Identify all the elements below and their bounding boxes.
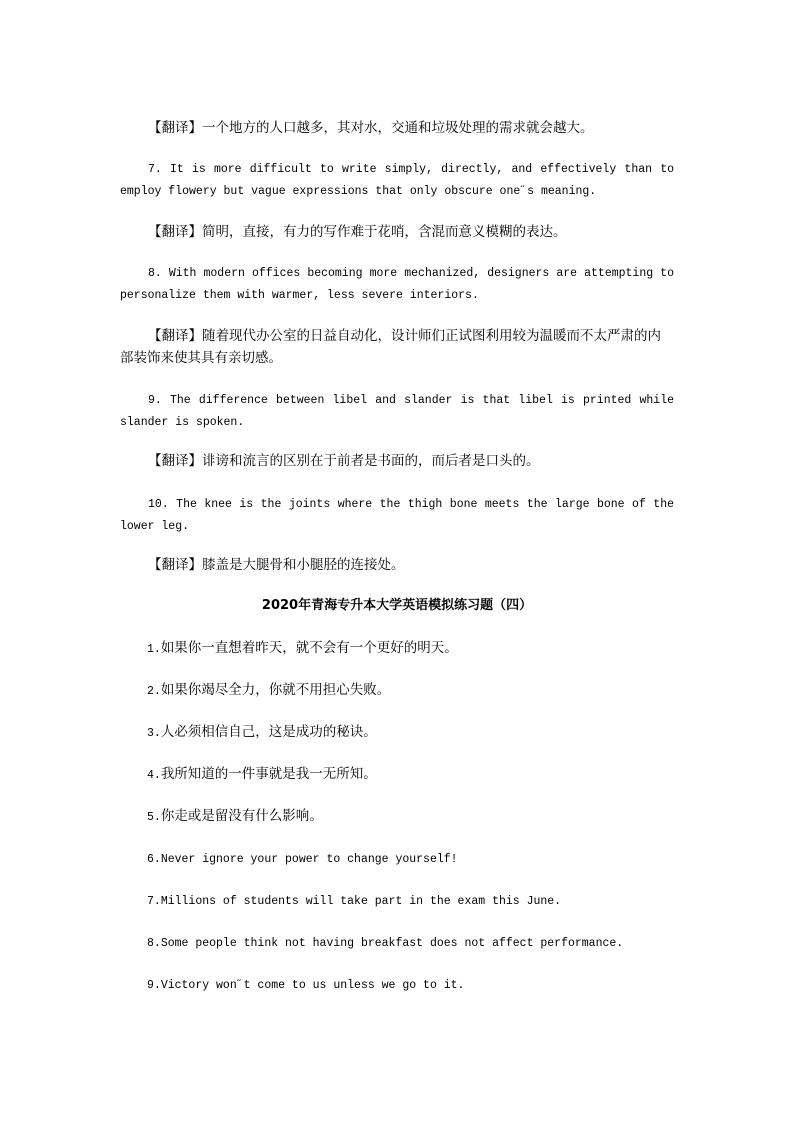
translation-text: 诽谤和流言的区别在于前者是书面的，而后者是口头的。 bbox=[202, 453, 540, 469]
section-title: 2020年青海专升本大学英语模拟练习题（四） bbox=[261, 598, 533, 613]
translation-label: 【翻译】 bbox=[148, 224, 202, 240]
english-sentence: 9. The difference between libel and slander is that libel is printed while slander is spoken. bbox=[120, 394, 674, 429]
question-item: 9.Victory won˝t come to us unless we go to it. bbox=[147, 979, 465, 992]
translation-paragraph bbox=[120, 221, 674, 243]
translation-paragraph bbox=[120, 554, 674, 576]
english-sentence: 8. With modern offices becoming more mechanized, designers are attempting to personalize them with warmer, less severe interiors. bbox=[120, 267, 674, 302]
translation-text: 随着现代办公室的日益自动化，设计师们正试图利用较为温暖而不太严肃的内部装饰来使其具有亲切感。 bbox=[120, 328, 661, 366]
translation-text: 膝盖是大腿骨和小腿胫的连接处。 bbox=[202, 557, 405, 573]
english-sentence: 7. It is more difficult to write simply, directly, and effectively than to employ flowery but vague expressions that only obscure one˝s meaning. bbox=[120, 163, 674, 198]
question-item: 5.你走或是留没有什么影响。 bbox=[147, 808, 323, 824]
translation-label: 【翻译】 bbox=[148, 453, 202, 469]
translation-text: 一个地方的人口越多，其对水，交通和垃圾处理的需求就会越大。 bbox=[202, 120, 594, 136]
translation-label: 【翻译】 bbox=[148, 120, 202, 136]
translation-text: 简明，直接，有力的写作难于花哨，含混而意义模糊的表达。 bbox=[202, 224, 567, 240]
translation-paragraph bbox=[120, 117, 674, 139]
question-item: 6.Never ignore your power to change yourself! bbox=[147, 853, 458, 866]
translation-paragraph bbox=[120, 325, 674, 369]
question-item: 4.我所知道的一件事就是我一无所知。 bbox=[147, 766, 377, 782]
translation-label: 【翻译】 bbox=[148, 328, 202, 344]
english-sentence: 10. The knee is the joints where the thigh bone meets the large bone of the lower leg. bbox=[120, 498, 674, 533]
question-item: 7.Millions of students will take part in the exam this June. bbox=[147, 895, 562, 908]
question-item: 1.如果你一直想着昨天，就不会有一个更好的明天。 bbox=[147, 640, 458, 656]
question-item: 8.Some people think not having breakfast does not affect performance. bbox=[147, 937, 624, 950]
translation-paragraph bbox=[120, 450, 674, 472]
question-item: 2.如果你竭尽全力，你就不用担心失败。 bbox=[147, 682, 391, 698]
translation-label: 【翻译】 bbox=[148, 557, 202, 573]
question-item: 3.人必须相信自己，这是成功的秘诀。 bbox=[147, 724, 377, 740]
